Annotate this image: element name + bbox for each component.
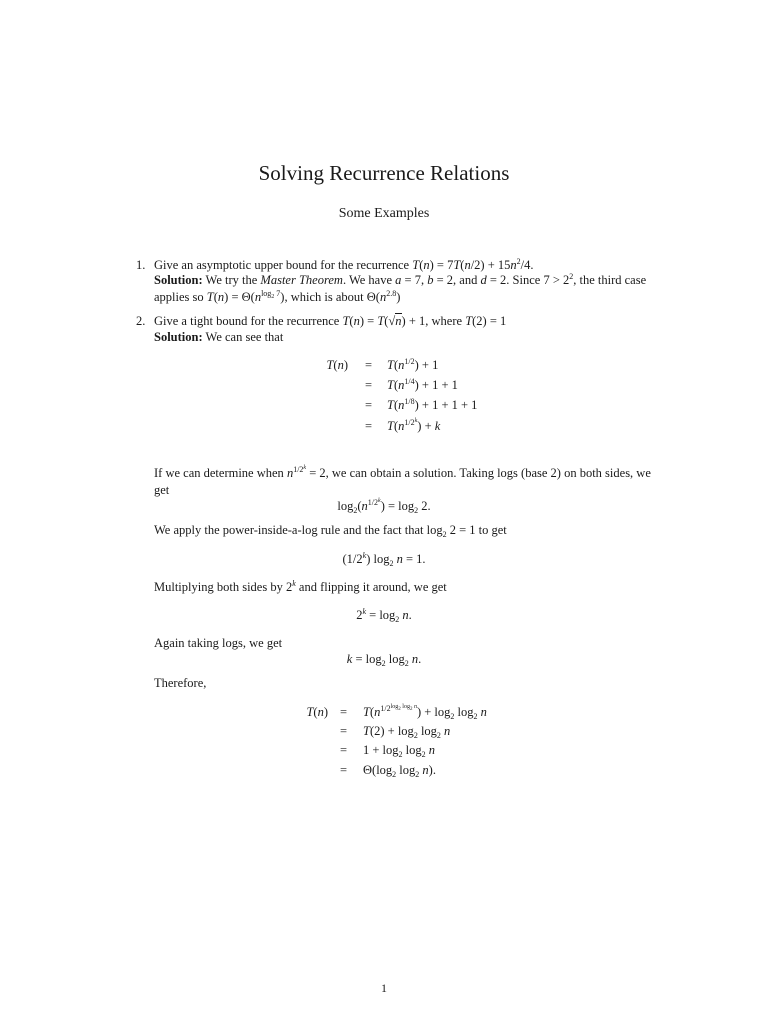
paragraph-2: We apply the power-inside-a-log rule and the fact that $\log_2 2 = 1$ to get: [154, 523, 507, 539]
equation-k: $k = \log_2 \log_2 n$.: [346, 652, 422, 668]
solution-label: Solution:: [154, 330, 203, 344]
method-name: Master Theorem: [260, 273, 343, 287]
problem-1-solution: Solution: We try the Master Theorem. We have a = 7, b = 2, and d = 2. Since $7 > 2^2$, the third case: [154, 272, 647, 287]
problem-1-number: 1.: [136, 258, 146, 272]
equation-log-both-sides: $\log_2(n^{1/2^k}) = \log_2 2$.: [337, 498, 431, 515]
problem-2-solution: Solution: We can see that: [154, 330, 284, 344]
problem-2-number: 2.: [136, 314, 146, 328]
paragraph-1: If we can determine when $n^{1/2^k} = 2$, we can obtain a solution. Taking logs (base 2) on both sides, we: [154, 465, 651, 480]
eq2-row-2: $T(2) + \log_2 \log_2 n$: [363, 724, 451, 740]
paragraph-5: Therefore,: [154, 676, 207, 690]
equation-2k: $2^k = \log_2 n$.: [356, 607, 412, 624]
eq2-row-1: $T(n^{1/2^{log_2 log_2 n}}) + \log_2 \log_2 n$: [363, 704, 487, 721]
page-number: 1: [381, 981, 387, 995]
solution-label: Solution:: [154, 273, 203, 287]
eq1-row-4: $T(n^{1/2^k}) + k$: [387, 418, 441, 433]
paragraph-1-cont: get: [154, 483, 170, 497]
eq2-row-3: $1 + \log_2 \log_2 n$: [363, 743, 436, 759]
eq1-row-1: $T(n^{1/2}) + 1$: [387, 357, 439, 372]
paragraph-3: Multiplying both sides by 2$^k$ and flipping it around, we get: [154, 579, 447, 594]
eq2-row-4: $\Theta(\log_2$ $\log_2 n$).: [363, 763, 436, 779]
problem-1-statement: Give an asymptotic upper bound for the recurrence $T(n) = 7T(n/2) + 15n^2/4$.: [154, 257, 534, 272]
problem-1-conclusion: applies so $T(n) = \Theta(n^{log_2 7})$, which is about $\Theta(n^{2.8})$: [154, 289, 401, 304]
equation-power-rule: (1/2$^k$) $\log_2 n = 1$.: [342, 551, 426, 568]
eq1-lhs: T(n): [326, 358, 348, 372]
paragraph-4: Again taking logs, we get: [154, 636, 283, 650]
eq2-lhs: T(n): [306, 705, 328, 719]
page-title: Solving Recurrence Relations: [258, 161, 510, 185]
page-subtitle: Some Examples: [338, 206, 430, 221]
eq1-row-2: $T(n^{1/4}) + 1 + 1$: [387, 377, 458, 392]
eq1-row-3: $T(n^{1/8}) + 1 + 1 + 1$: [387, 397, 478, 412]
document-page: Solving Recurrence Relations Some Examples 1. Give an asymptotic upper bound for the recurrence $T(n) = 7T(n/2) + 15n^2/4$. Solution: We try the Master Theorem. We have a = 7, b = 2, and d = 2. Since $7 > 2^2$, the third case applies so $T(n) = \Theta(n^{log_2 7})$, which is about $\Theta(n^{2.8})$ 2. Give a tight bound for the recurrence T(n) = T(√n) + 1, where T(2) = 1 Solution: We can see that T(n) = $T(n^{1/2}) + 1$ = $T(n^{1/4}) + 1 + 1$ = $T(n^{1/8}) + 1 + 1 + 1$ = $T(n^{1/2^k}) + k$ If we can determine when $n^{1/2^k} = 2$, we can obtain a solution. Taking logs (base 2) on both sides, we get $\log_2(n^{1/2^k}) = \log_2 2$. We apply the power-inside-a-log rule and the fact that $\log_2 2 = 1$ to get (1/2$^k$) $\log_2 n = 1$. Multiplying both sides by 2$^k$ and flipping it around, we get $2^k = \log_2 n$. Again taking logs, we get $k = \log_2 \log_2 n$. Therefore, T(n) = $T(n^{1/2^{log_2 log_2 n}}) + \log_2 \log_2 n$ = $T(2) + \log_2 \log_2 n$ = $1 + \log_2 \log_2 n$ = $\Theta(\log_2$ $\log_2 n$). 1: [0, 0, 768, 1024]
problem-2-statement: Give a tight bound for the recurrence T(n) = T(√n) + 1, where T(2) = 1: [154, 314, 507, 328]
